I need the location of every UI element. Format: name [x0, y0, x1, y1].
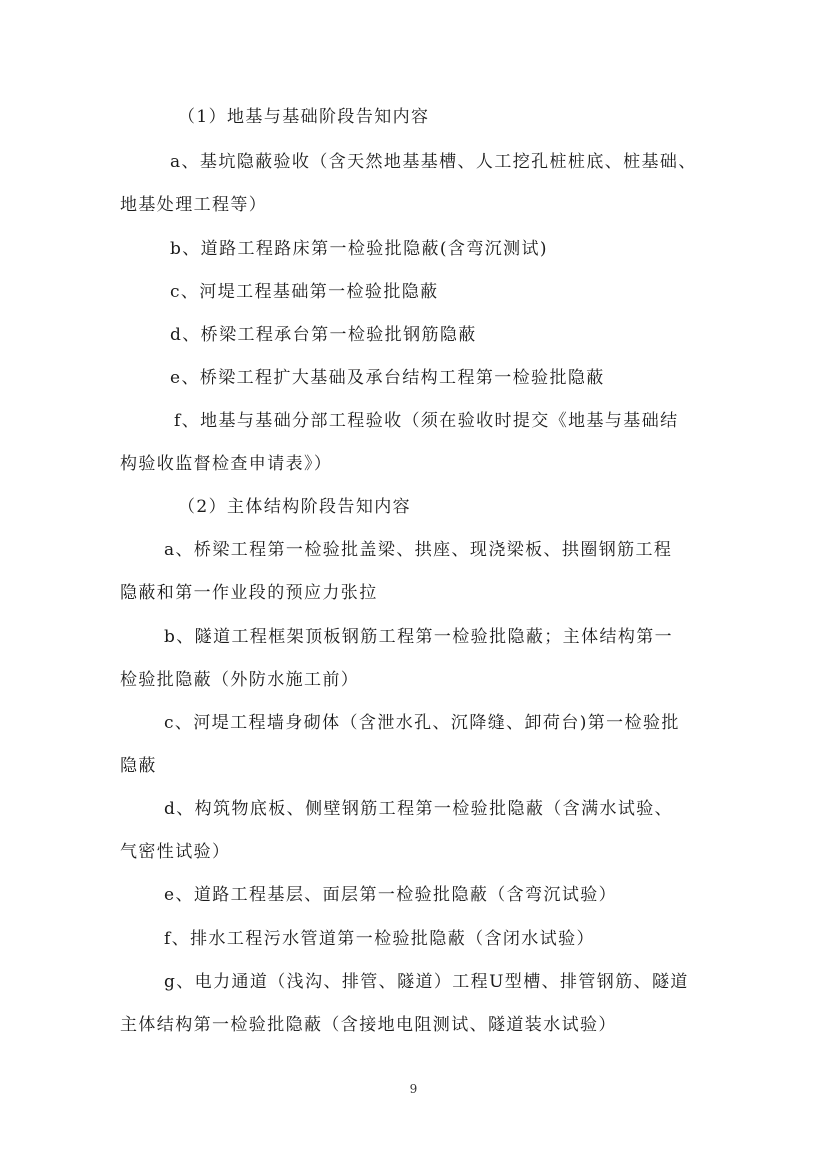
- list-item-2g-cont: 主体结构第一检验批隐蔽（含接地电阻测试、隧道装水试验）: [120, 1015, 617, 1035]
- list-item-2g: g、电力通道（浅沟、排管、隧道）工程U型槽、排管钢筋、隧道: [164, 972, 689, 992]
- list-item-2d-cont: 气密性试验）: [120, 842, 231, 862]
- list-item-2c: c、河堤工程墙身砌体（含泄水孔、沉降缝、卸荷台)第一检验批: [164, 713, 680, 733]
- list-item-2e: e、道路工程基层、面层第一检验批隐蔽（含弯沉试验）: [164, 885, 618, 905]
- list-item-1b: b、道路工程路床第一检验批隐蔽(含弯沉测试): [170, 239, 548, 259]
- list-item-2f: f、排水工程污水管道第一检验批隐蔽（含闭水试验）: [164, 929, 595, 949]
- list-item-2c-cont: 隐蔽: [120, 756, 157, 776]
- list-item-1f: f、地基与基础分部工程验收（须在验收时提交《地基与基础结: [174, 411, 679, 431]
- list-item-2d: d、构筑物底板、侧壁钢筋工程第一检验批隐蔽（含满水试验、: [164, 799, 674, 819]
- section-heading-2: （2）主体结构阶段告知内容: [178, 497, 412, 517]
- list-item-1a: a、基坑隐蔽验收（含天然地基基槽、人工挖孔桩桩底、桩基础、: [170, 152, 697, 172]
- list-item-2a: a、桥梁工程第一检验批盖梁、拱座、现浇梁板、拱圈钢筋工程: [164, 540, 673, 560]
- list-item-1a-cont: 地基处理工程等）: [120, 195, 268, 215]
- list-item-1e: e、桥梁工程扩大基础及承台结构工程第一检验批隐蔽: [170, 368, 605, 388]
- list-item-2b: b、隧道工程框架顶板钢筋工程第一检验批隐蔽；主体结构第一: [164, 627, 674, 647]
- section-heading-1: （1）地基与基础阶段告知内容: [178, 107, 430, 127]
- list-item-2a-cont: 隐蔽和第一作业段的预应力张拉: [120, 583, 378, 603]
- list-item-1d: d、桥梁工程承台第一检验批钢筋隐蔽: [170, 325, 477, 345]
- list-item-1c: c、河堤工程基础第一检验批隐蔽: [170, 282, 439, 302]
- list-item-2b-cont: 检验批隐蔽（外防水施工前）: [120, 670, 360, 690]
- list-item-1f-cont: 构验收监督检查申请表》）: [120, 454, 333, 474]
- page-number: 9: [409, 1082, 418, 1096]
